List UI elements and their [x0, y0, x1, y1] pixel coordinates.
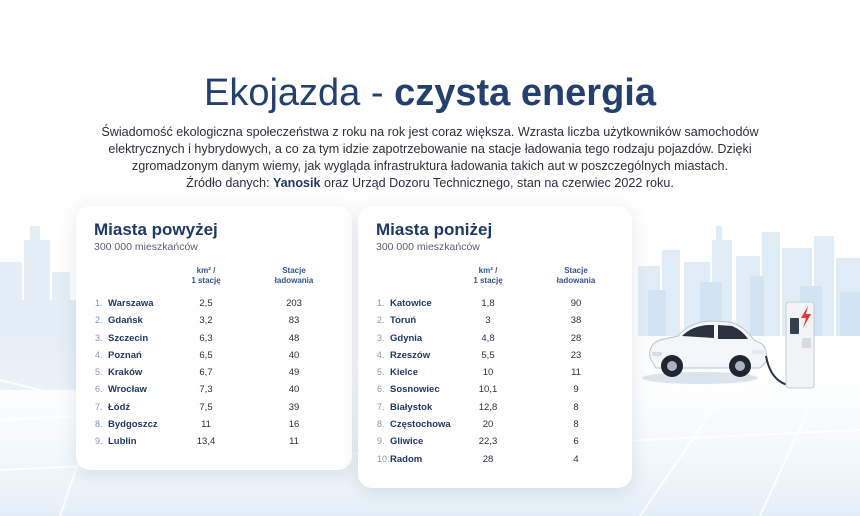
row-number: 7. [377, 401, 385, 412]
density-value: 7,3 [199, 384, 213, 396]
table-row [358, 434, 632, 451]
row-number: 2. [95, 315, 103, 326]
city-name: Katowice [390, 298, 432, 309]
row-number: 6. [95, 384, 103, 395]
stations-value: 90 [570, 298, 582, 309]
city-name: Szczecin [108, 332, 149, 344]
row-number: 2. [377, 315, 385, 326]
density-value: 2,5 [199, 298, 213, 309]
row-number: 8. [95, 419, 103, 430]
city-name: Lublin [108, 436, 137, 448]
table-row [358, 365, 632, 382]
title-light-part: Ekojazda - [203, 72, 395, 114]
city-name: Warszawa [108, 298, 154, 309]
intro-line: Świadomość ekologiczna społeczeństwa z roku na rok jest coraz większa. Wzrasta liczba użytkowników samochodów [101, 125, 759, 139]
table-row [76, 348, 352, 365]
stations-value: 49 [288, 367, 300, 379]
row-number: 9. [377, 436, 385, 447]
card-title: Miasta powyżej [94, 220, 218, 239]
stations-value: 11 [289, 436, 299, 448]
stations-value: 83 [288, 315, 300, 327]
source-prefix: Źródło danych: [186, 176, 273, 190]
city-name: Bydgoszcz [108, 419, 158, 431]
density-value: 10 [482, 367, 494, 379]
density-value: 3,2 [199, 315, 213, 327]
table-row [76, 313, 352, 330]
row-number: 4. [95, 349, 103, 360]
stations-value: 38 [570, 315, 582, 327]
page-title [0, 70, 860, 116]
city-name: Sosnowiec [390, 384, 440, 396]
density-value: 20 [482, 419, 494, 431]
stations-value: 9 [573, 384, 579, 396]
table-row [76, 296, 352, 313]
table-row [358, 452, 632, 469]
row-number: 3. [377, 332, 385, 343]
density-value: 5,5 [481, 349, 495, 361]
table-row [76, 434, 352, 451]
stations-value: 39 [288, 401, 300, 413]
row-number: 5. [95, 367, 103, 378]
intro-text [100, 124, 760, 192]
table-row [358, 400, 632, 417]
table-row [358, 382, 632, 399]
stations-value: 8 [573, 419, 579, 431]
density-value: 3 [485, 315, 491, 327]
row-number: 8. [377, 419, 385, 430]
table-card-large-cities [76, 206, 352, 470]
table-rows [358, 296, 632, 469]
city-name: Częstochowa [390, 419, 451, 431]
stations-value: 16 [288, 419, 300, 431]
city-name: Gliwice [390, 436, 424, 448]
density-value: 1,8 [481, 298, 495, 309]
density-value: 7,5 [199, 401, 213, 413]
table-rows [76, 296, 352, 452]
column-header-density: km² / 1 stację [473, 266, 503, 285]
table-card-small-cities [358, 206, 632, 488]
row-number: 1. [95, 298, 103, 308]
density-value: 10,1 [478, 384, 498, 396]
city-name: Kielce [390, 367, 418, 379]
table-row [358, 296, 632, 313]
row-number: 1. [377, 298, 385, 308]
city-name: Gdynia [390, 332, 423, 344]
car-charging-illustration [640, 296, 840, 396]
city-name: Białystok [390, 401, 433, 413]
city-name: Kraków [108, 367, 143, 379]
stations-value: 23 [570, 349, 582, 361]
row-number: 7. [95, 401, 103, 412]
table-row [76, 417, 352, 434]
table-row [358, 331, 632, 348]
city-name: Poznań [108, 349, 142, 361]
row-number: 4. [377, 349, 385, 360]
density-value: 22,3 [478, 436, 498, 448]
table-row [76, 365, 352, 382]
stations-value: 203 [286, 298, 302, 309]
column-header-stations: Stacje ładowania [274, 266, 314, 285]
title-bold-part: czysta energia [394, 72, 656, 114]
card-title: Miasta poniżej [376, 220, 493, 239]
stations-value: 8 [573, 401, 579, 413]
column-header-stations: Stacje ładowania [556, 266, 596, 285]
stations-value: 40 [288, 384, 300, 396]
city-name: Wrocław [108, 384, 147, 396]
card-subtitle: 300 000 mieszkańców [376, 241, 480, 253]
density-value: 11 [201, 419, 211, 431]
source-suffix: oraz Urząd Dozoru Technicznego, stan na czerwiec 2022 roku. [320, 176, 674, 190]
stations-value: 11 [571, 367, 581, 379]
row-number: 6. [377, 384, 385, 395]
density-value: 6,3 [199, 332, 213, 344]
table-row [76, 331, 352, 348]
intro-line: zgromadzonym danym wiemy, jak wygląda infrastruktura ładowania takich aut w poszczególnych miastach. [131, 159, 729, 173]
card-subtitle: 300 000 mieszkańców [94, 241, 198, 253]
density-value: 13,4 [196, 436, 216, 448]
density-value: 4,8 [481, 332, 495, 344]
table-row [358, 313, 632, 330]
table-row [76, 382, 352, 399]
stations-value: 40 [288, 349, 300, 361]
source-name: Yanosik [272, 176, 321, 190]
row-number: 10. [377, 453, 390, 464]
city-name: Radom [390, 453, 423, 465]
row-number: 5. [377, 367, 385, 378]
stations-value: 4 [573, 453, 579, 465]
source-line [100, 175, 760, 192]
density-value: 6,5 [199, 349, 213, 361]
city-name: Gdańsk [108, 315, 143, 327]
stations-value: 6 [573, 436, 579, 448]
city-name: Rzeszów [390, 349, 431, 361]
charging-station-icon [786, 302, 814, 388]
city-name: Łódź [108, 401, 131, 413]
table-row [76, 400, 352, 417]
column-header-density: km² / 1 stację [191, 266, 221, 285]
electric-car-icon [642, 321, 767, 384]
table-row [358, 348, 632, 365]
table-row [358, 417, 632, 434]
density-value: 12,8 [478, 401, 498, 413]
density-value: 28 [482, 453, 494, 465]
city-name: Toruń [390, 315, 417, 327]
row-number: 3. [95, 332, 103, 343]
intro-line: elektrycznych i hybrydowych, a co za tym idzie zapotrzebowanie na stacje ładowania tego rodzaju pojazdów. Dzięki [108, 142, 752, 156]
stations-value: 48 [288, 332, 300, 344]
stations-value: 28 [570, 332, 582, 344]
row-number: 9. [95, 436, 103, 447]
density-value: 6,7 [199, 367, 213, 379]
